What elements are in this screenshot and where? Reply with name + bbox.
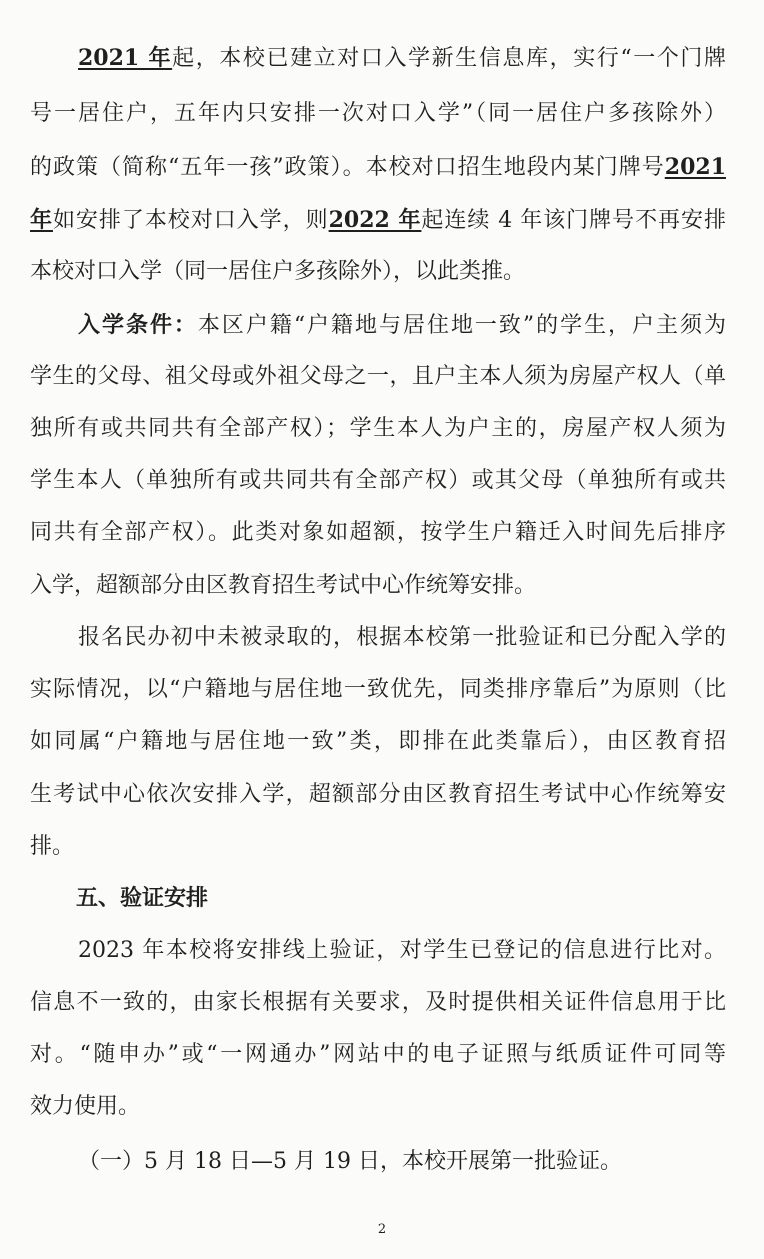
admission-conditions-label: 入学条件：	[78, 312, 198, 338]
paragraph-3-line-1: 报名民办初中未被录取的，根据本校第一批验证和已分配入学的	[78, 625, 726, 650]
paragraph-1-line-2: 号一居住户，五年内只安排一次对口入学”（同一居住户多孩除外）	[30, 101, 726, 126]
paragraph-3-line-5: 排。	[30, 834, 75, 859]
paragraph-1-line-5: 本校对口入学（同一居住户多孩除外），以此类推。	[30, 259, 526, 284]
paragraph-3-line-4: 生考试中心依次安排入学，超额部分由区教育招生考试中心作统筹安	[30, 782, 726, 807]
paragraph-2-line-3: 独所有或共同共有全部产权）；学生本人为户主的，房屋产权人须为	[30, 416, 726, 441]
paragraph-3-line-3: 如同属“户籍地与居住地一致”类，即排在此类靠后），由区教育招	[30, 729, 726, 754]
section-5-line-1: 2023 年本校将安排线上验证，对学生已登记的信息进行比对。	[78, 938, 726, 963]
section-5-item-1: （一）5 月 18 日—5 月 19 日，本校开展第一批验证。	[78, 1149, 622, 1174]
paragraph-1-line-1: 2021 年起，本校已建立对口入学新生信息库，实行“一个门牌	[78, 45, 726, 71]
paragraph-2-line-1: 入学条件：本区户籍“户籍地与居住地一致”的学生，户主须为	[78, 312, 726, 338]
page-number: 2	[377, 1222, 387, 1237]
year-suffix-emphasis: 年	[30, 207, 53, 233]
year-2021-emphasis: 2021 年	[78, 45, 173, 71]
paragraph-2-line-4: 学生本人（单独所有或共同共有全部产权）或其父母（单独所有或共	[30, 468, 726, 493]
paragraph-3-line-2: 实际情况，以“户籍地与居住地一致优先，同类排序靠后”为原则（比	[30, 677, 726, 702]
section-5-line-2: 信息不一致的，由家长根据有关要求，及时提供相关证件信息用于比	[30, 990, 726, 1015]
paragraph-2-line-5: 同共有全部产权）。此类对象如超额，按学生户籍迁入时间先后排序	[30, 520, 726, 545]
paragraph-1-line-4: 年如安排了本校对口入学，则2022 年起连续 4 年该门牌号不再安排	[30, 207, 726, 233]
paragraph-2-line-6: 入学，超额部分由区教育招生考试中心作统筹安排。	[30, 573, 537, 598]
paragraph-2-line-2: 学生的父母、祖父母或外祖父母之一，且户主本人须为房屋产权人（单	[30, 364, 726, 389]
section-5-heading: 五、验证安排	[76, 885, 209, 911]
section-5-line-4: 效力使用。	[30, 1094, 141, 1119]
year-2022-emphasis: 2022 年	[328, 207, 422, 233]
section-5-line-3: 对。“随申办”或“一网通办”网站中的电子证照与纸质证件可同等	[30, 1042, 726, 1067]
year-2021-emphasis-2: 2021	[664, 154, 726, 180]
paragraph-1-line-3: 的政策（简称“五年一孩”政策）。本校对口招生地段内某门牌号2021	[30, 154, 726, 180]
